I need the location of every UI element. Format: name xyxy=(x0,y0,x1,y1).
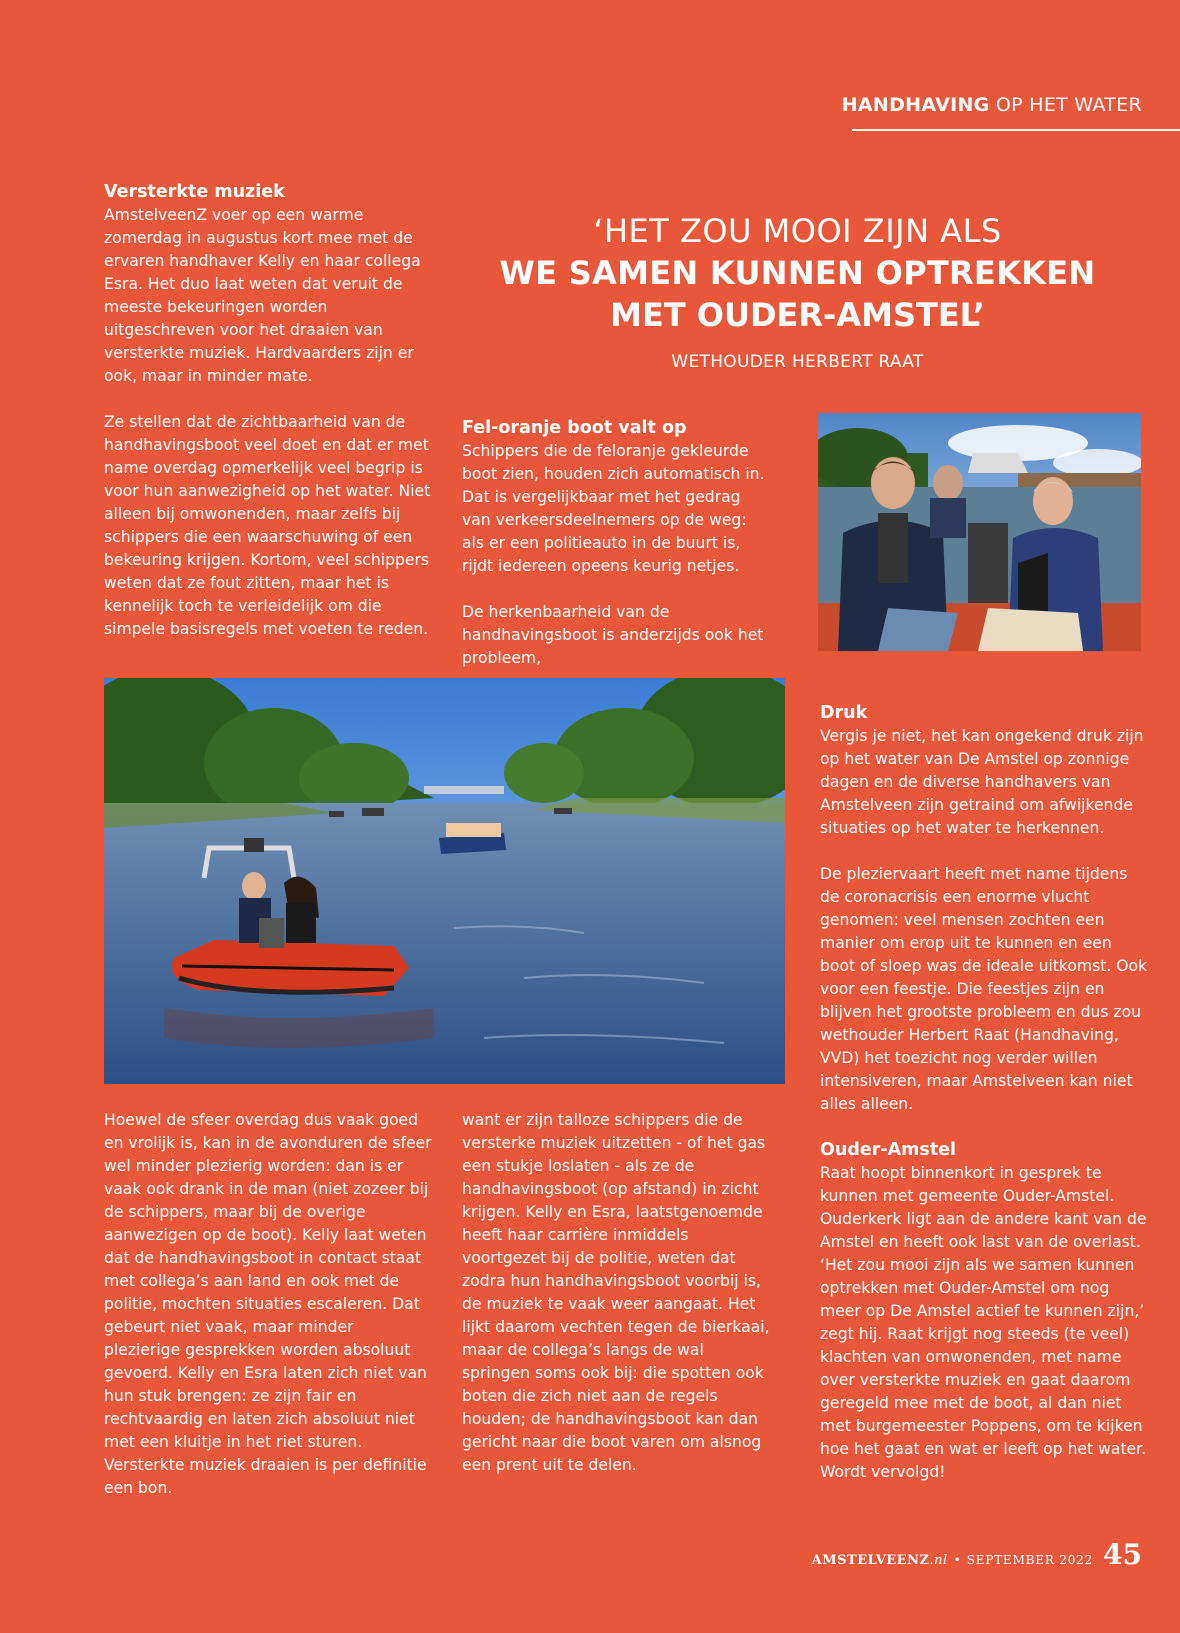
footer-separator: • xyxy=(953,1553,961,1567)
paragraph: Ze stellen dat de zichtbaarheid van de handhavingsboot veel doet en dat er met name overdag opmerkelijk veel begrip is voor hun aanwezigheid op het water. Niet alleen bij omwonenden, maar zelfs bij schippers die een waarschuwing of een bekeuring krijgen. Kortom, veel schippers weten dat ze fout zitten, maar het is kennelijk toch te verleidelijk om die simpele basisregels met voeten te reden. xyxy=(104,413,431,638)
photo-enforcement-boat-on-river xyxy=(104,678,785,1084)
column-3 xyxy=(820,702,1150,1507)
paragraph: De pleziervaart heeft met name tijdens de coronacrisis een enorme vlucht genomen: veel mensen zochten een manier om erop uit te kunnen en een boot of sloep was de ideale uitkomst. Ook voor een feestje. Die feestjes zijn en blijven het grootste probleem en dus zou wethouder Herbert Raat (Handhaving, VVD) het toezicht nog verder willen intensiveren, maar Amstelveen kan niet alles alleen. xyxy=(820,865,1148,1113)
section-rule xyxy=(852,129,1180,131)
column-1-top xyxy=(104,181,434,664)
photo-two-men-on-boat xyxy=(818,413,1141,651)
quote-line-1: ‘HET ZOU MOOI ZIJN ALS xyxy=(593,212,1002,250)
heading-druk: Druk xyxy=(820,703,868,723)
paragraph: AmstelveenZ voer op een warme zomerdag in augustus kort mee met de ervaren handhaver Kelly en haar collega Esra. Het duo laat weten dat veruit de meeste bekeuringen worden uitgeschreven voor het draaien van versterkte muziek. Hardvaarders zijn er ook, maar in minder mate. xyxy=(104,206,421,385)
section-label-rest: OP HET WATER xyxy=(995,94,1142,116)
quote-line-2: WE SAMEN KUNNEN OPTREKKEN xyxy=(499,254,1096,292)
paragraph: Schippers die de feloranje gekleurde boot zien, houden zich automatisch in. Dat is vergelijkbaar met het gedrag van verkeersdeelnemers op de weg: als er een politieauto in de buurt is, rijdt iedereen opeens keurig netjes. xyxy=(462,442,765,575)
column-2-middle xyxy=(462,417,772,693)
paragraph: want er zijn talloze schippers die de versterke muziek uitzetten - of het gas een stukje loslaten - als ze de handhavingsboot (op afstand) in zicht krijgen. Kelly en Esra, laatstgenoemde heeft haar carrière inmiddels voortgezet bij de politie, weten dat zodra hun handhavingsboot voorbij is, de muziek te vaak weer aangaat. Het lijkt daarom vechten tegen de bierkaai, maar de collega’s langs de wal springen soms ook bij: die spotten ook boten die zich niet aan de regels houden; de handhavingsboot kan dan gericht naar die boot varen om alsnog een prent uit te delen. xyxy=(462,1111,770,1474)
paragraph: Vergis je niet, het kan ongekend druk zijn op het water van De Amstel op zonnige dagen en de diverse handhavers van Amstelveen zijn getraind om afwijkende situaties op het water te herkennen. xyxy=(820,727,1144,837)
magazine-brand: AMSTELVEENZ.nl xyxy=(811,1553,948,1568)
paragraph: Raat hoopt binnenkort in gesprek te kunnen met gemeente Ouder-Amstel. Ouderkerk ligt aan de andere kant van de Amstel en heeft ook last van de overlast. ‘Het zou mooi zijn als we samen kunnen optrekken met Ouder-Amstel om nog meer op De Amstel actief te kunnen zijn,’ zegt hij. Raat krijgt nog steeds (te veel) klachten van omwonenden, met name over versterkte muziek en gaat daarom geregeld mee met de boot, al dan niet met burgemeester Poppens, om te kijken hoe het gaat en wat er leeft op het water. Wordt vervolgd! xyxy=(820,1164,1147,1481)
section-label-bold: HANDHAVING xyxy=(841,94,990,116)
heading-ouder-amstel: Ouder-Amstel xyxy=(820,1140,957,1160)
quote-line-3: MET OUDER-AMSTEL’ xyxy=(610,296,985,334)
paragraph: De herkenbaarheid van de handhavingsboot is anderzijds ook het probleem, xyxy=(462,603,764,667)
issue-date: SEPTEMBER 2022 xyxy=(966,1553,1094,1567)
pull-quote xyxy=(470,210,1125,372)
section-label xyxy=(842,94,1142,116)
heading-fel-oranje-boot: Fel-oranje boot valt op xyxy=(462,418,687,438)
column-1-bottom xyxy=(104,1109,434,1523)
page-number: 45 xyxy=(1103,1538,1142,1571)
page-footer xyxy=(812,1538,1142,1571)
quote-attribution: WETHOUDER HERBERT RAAT xyxy=(671,352,924,372)
heading-versterkte-muziek: Versterkte muziek xyxy=(104,182,285,202)
paragraph: Hoewel de sfeer overdag dus vaak goed en vrolijk is, kan in de avonduren de sfeer wel minder plezierig worden: dan is er vaak ook drank in de man (niet zozeer bij de schippers, maar bij de overige aanwezigen op de boot). Kelly laat weten dat de handhavingsboot in contact staat met collega’s aan land en ook met de politie, mochten situaties escaleren. Dat gebeurt niet vaak, maar minder plezierige gesprekken worden absoluut gevoerd. Kelly en Esra laten zich niet van hun stuk brengen: ze zijn fair en rechtvaardig en laten zich absoluut niet met een kluitje in het riet sturen. Versterkte muziek draaien is per definitie een bon. xyxy=(104,1111,432,1497)
column-2-bottom xyxy=(462,1109,772,1500)
